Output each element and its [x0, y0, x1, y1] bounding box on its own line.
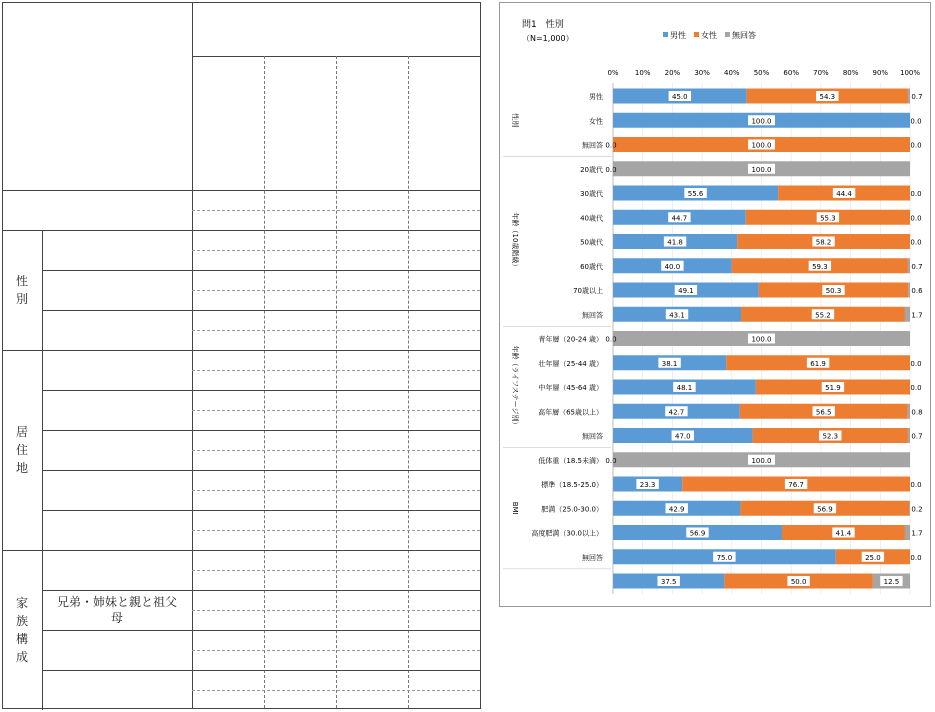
row-mid-divider	[192, 410, 480, 411]
chart-panel	[499, 2, 931, 607]
group-label: 性別	[511, 113, 519, 128]
data-label: 0.0	[910, 190, 922, 198]
x-tick-label: 40%	[724, 69, 740, 77]
bar-segment	[905, 525, 910, 540]
data-label: 12.5	[883, 578, 900, 586]
group-label	[14, 423, 30, 477]
data-label: 23.3	[639, 481, 656, 489]
row-label: 壮年層（25-44 歳）	[538, 359, 603, 368]
group-label: BMI	[511, 501, 519, 515]
row-label: 無回答	[582, 553, 603, 562]
row-label: 60歳代	[580, 262, 603, 271]
group-label-char: 住	[15, 443, 28, 457]
row-mid-divider	[192, 650, 480, 651]
group-label	[14, 272, 30, 308]
row-border	[42, 270, 481, 271]
data-label: 55.6	[687, 190, 704, 198]
x-tick-label: 30%	[694, 69, 710, 77]
data-label: 100.0	[751, 141, 772, 150]
row-mid-divider	[192, 330, 480, 331]
row-border	[42, 310, 481, 311]
legend-swatch	[663, 32, 668, 37]
row-label: 40歳代	[580, 214, 603, 223]
row-mid-divider	[192, 610, 480, 611]
row-border	[42, 590, 481, 591]
x-tick-label: 50%	[753, 69, 770, 77]
data-label: 0.0	[910, 117, 922, 126]
row-label	[42, 594, 192, 626]
row-label: 30歳代	[580, 190, 603, 198]
data-label: 47.0	[674, 432, 691, 441]
row-border	[42, 670, 481, 671]
row-label: 50歳代	[580, 238, 603, 247]
data-label: 50.3	[825, 287, 842, 295]
data-label: 54.3	[819, 93, 836, 101]
row-mid-divider	[192, 450, 480, 451]
group-label-char: 構	[15, 632, 28, 646]
row-label: 高度肥満（30.0以上）	[531, 529, 603, 538]
data-label: 56.5	[815, 408, 832, 417]
data-label: 1.7	[911, 311, 923, 320]
table-left-border	[2, 2, 3, 708]
row-label: 低体重（18.5未満）	[538, 456, 603, 465]
bar-segment	[905, 307, 910, 322]
data-label: 100.0	[751, 335, 772, 344]
data-label: 37.5	[660, 578, 677, 586]
table-label-divider	[192, 2, 193, 708]
data-label: 50.0	[790, 578, 807, 586]
group-label-char: 家	[15, 596, 28, 610]
bar-segment	[908, 258, 910, 273]
row-label: 20歳代	[580, 165, 603, 174]
data-label: 0.0	[605, 335, 617, 344]
group-label-char: 成	[15, 650, 28, 664]
row-mid-divider	[192, 290, 480, 291]
row-label: 無回答	[582, 141, 603, 150]
row-label: 高年層（65歳以上）	[538, 408, 603, 417]
row-label-line: 母	[110, 611, 123, 625]
x-tick-label: 100%	[899, 69, 921, 77]
row-label: 中年層（45-64 歳）	[538, 384, 603, 392]
x-tick-label: 20%	[664, 69, 681, 77]
data-label: 52.3	[822, 432, 839, 441]
data-label: 56.9	[817, 505, 833, 514]
data-label: 100.0	[751, 117, 772, 126]
bar-segment	[908, 283, 910, 298]
legend-label: 男性	[670, 31, 686, 40]
bar-segment	[908, 404, 910, 419]
row-border	[42, 630, 481, 631]
data-label: 0.0	[910, 141, 922, 150]
data-label: 58.2	[815, 238, 832, 247]
row-label: 標準（18.5-25.0）	[541, 481, 603, 489]
group-label-char: 居	[15, 425, 28, 439]
bar-segment	[908, 428, 910, 443]
row-label: 70歳以上	[573, 287, 603, 295]
legend-label: 女性	[701, 31, 717, 40]
row-label: 肥満（25.0-30.0）	[541, 505, 603, 514]
data-label: 44.4	[836, 190, 852, 198]
data-label: 76.7	[788, 481, 804, 489]
x-tick-label: 70%	[813, 69, 829, 77]
data-label: 56.9	[689, 529, 706, 538]
group-label-char: 地	[15, 461, 28, 475]
data-label: 0.0	[910, 384, 922, 392]
row-border	[42, 510, 481, 511]
total-row-border	[2, 230, 481, 231]
data-label: 40.0	[664, 262, 681, 271]
legend-swatch	[694, 32, 699, 37]
data-label: 0.2	[911, 505, 923, 514]
x-tick-label: 10%	[634, 69, 651, 77]
row-mid-divider	[192, 490, 480, 491]
data-label: 51.9	[825, 384, 841, 392]
data-label: 45.0	[672, 93, 688, 101]
data-label: 0.0	[605, 165, 617, 174]
row-mid-divider	[192, 530, 480, 531]
data-label: 0.0	[605, 456, 617, 465]
group-border	[2, 550, 481, 551]
data-label: 0.0	[910, 238, 922, 247]
x-tick-label: 0%	[607, 69, 619, 77]
data-label: 41.8	[667, 238, 683, 247]
data-label: 1.7	[911, 529, 923, 538]
data-label: 100.0	[751, 165, 772, 174]
row-label: 無回答	[582, 432, 603, 441]
data-label: 43.1	[669, 311, 685, 320]
x-tick-label: 90%	[872, 69, 889, 77]
row-mid-divider	[192, 210, 480, 211]
row-mid-divider	[192, 370, 480, 371]
group-label-char: 別	[15, 292, 28, 306]
data-label: 55.3	[820, 214, 836, 223]
data-label: 38.1	[661, 359, 678, 368]
group-label-char: 族	[15, 614, 28, 628]
stacked-bar-chart	[500, 3, 930, 606]
chart-title: 問1 性別	[522, 20, 564, 30]
table-bottom-border	[2, 708, 481, 709]
data-label: 42.9	[668, 505, 685, 514]
data-label: 44.7	[671, 214, 688, 223]
row-border	[42, 390, 481, 391]
data-label: 75.0	[716, 553, 733, 562]
data-label: 0.6	[911, 287, 923, 295]
bar-segment	[909, 501, 910, 516]
legend-swatch	[725, 32, 730, 37]
data-label: 0.0	[910, 481, 922, 489]
group-label: 年齢（10歳階級）	[511, 212, 519, 271]
data-label: 0.7	[911, 432, 923, 441]
group-label-char: 性	[15, 274, 28, 288]
data-label: 55.2	[815, 311, 831, 320]
data-label: 25.0	[865, 553, 881, 562]
data-label: 49.1	[678, 287, 694, 295]
data-label: 41.4	[835, 529, 852, 538]
group-divider	[42, 350, 43, 550]
row-label: 男性	[589, 93, 603, 101]
data-label: 0.7	[911, 262, 923, 271]
header-bottom-border	[2, 190, 481, 191]
group-label: 年齢（ライフステージ別）	[511, 345, 519, 429]
group-label	[14, 594, 30, 666]
group-border	[2, 350, 481, 351]
row-border	[42, 470, 481, 471]
row-border	[42, 430, 481, 431]
data-label: 0.8	[911, 408, 923, 417]
row-mid-divider	[192, 570, 480, 571]
data-label: 42.7	[668, 408, 685, 417]
crosstab-table	[2, 2, 482, 710]
x-tick-label: 80%	[842, 69, 859, 77]
x-tick-label: 60%	[783, 69, 799, 77]
row-label: 女性	[589, 117, 603, 126]
row-mid-divider	[192, 690, 480, 691]
data-label: 100.0	[751, 456, 772, 465]
chart-subtitle: （N=1,000）	[522, 34, 574, 43]
data-label: 48.1	[676, 384, 693, 392]
group-divider	[42, 230, 43, 350]
data-label: 0.0	[605, 141, 617, 150]
row-mid-divider	[192, 250, 480, 251]
row-label-line: 兄弟・姉妹と親と祖父	[56, 595, 177, 609]
data-label: 0.0	[910, 359, 922, 368]
data-label: 0.0	[910, 553, 922, 562]
row-label: 青年層（20-24 歳）	[538, 335, 603, 344]
legend-label: 無回答	[732, 31, 756, 40]
data-label: 0.0	[910, 214, 922, 223]
data-label: 61.9	[810, 359, 826, 368]
row-label: 無回答	[582, 311, 603, 320]
table-right-border	[480, 2, 481, 708]
data-label: 0.7	[911, 93, 923, 101]
bar-segment	[908, 89, 910, 104]
data-label: 59.3	[812, 262, 828, 271]
table-top-border	[2, 2, 480, 3]
